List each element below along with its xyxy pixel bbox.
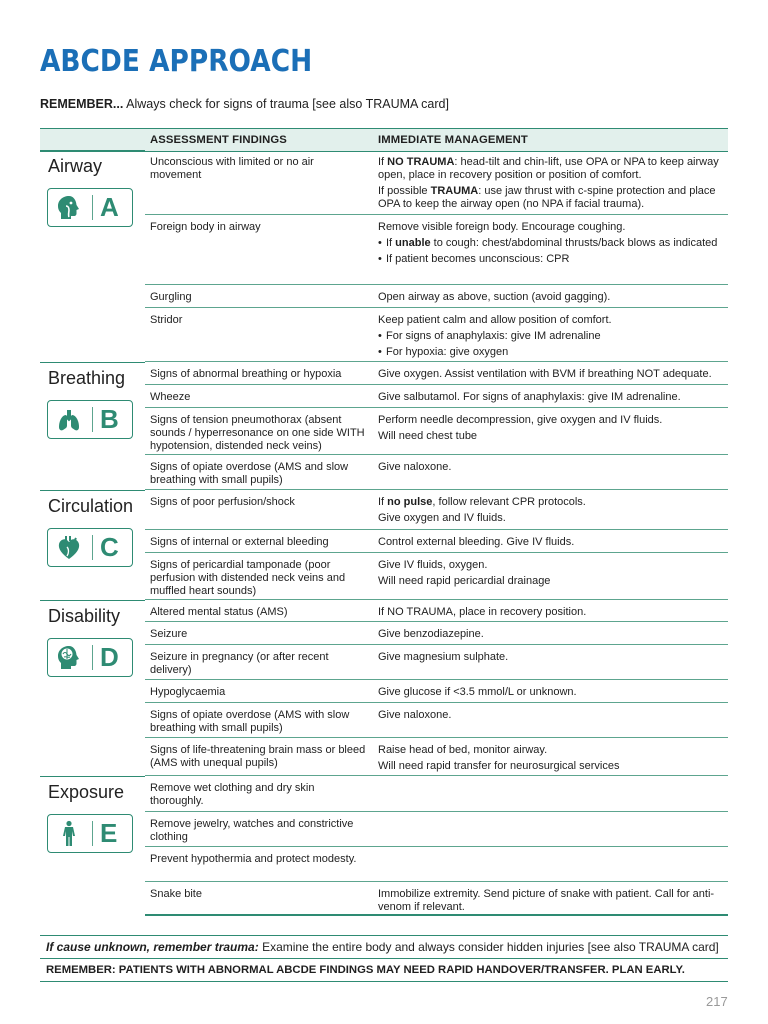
management-text: Control external bleeding. Give IV fluids.	[378, 536, 575, 548]
management-text: Give magnesium sulphate.	[378, 651, 509, 663]
table-row	[145, 882, 728, 916]
management-text: Remove visible foreign body. Encourage coughing.	[378, 221, 626, 233]
management-text: Will need rapid transfer for neurosurgical services	[378, 760, 620, 772]
management-text: If no pulse, follow relevant CPR protocols.	[378, 496, 586, 508]
table-row	[145, 215, 728, 285]
immediate-management	[378, 156, 728, 214]
management-text: Will need rapid pericardial drainage	[378, 575, 551, 587]
footer-divider	[40, 981, 728, 982]
assessment-finding: Seizure in pregnancy (or after recent delivery)	[150, 651, 329, 676]
table-row	[145, 776, 728, 812]
table-row	[145, 812, 728, 847]
assessment-finding: Signs of life-threatening brain mass or bleed (AMS with unequal pupils)	[150, 744, 366, 769]
table-row	[145, 285, 728, 308]
heart-icon	[55, 534, 83, 561]
management-text: Perform needle decompression, give oxygen and IV fluids.	[378, 414, 663, 426]
assessment-finding: Hypoglycaemia	[150, 686, 226, 698]
immediate-management	[378, 536, 728, 552]
immediate-management	[378, 651, 728, 667]
immediate-management	[378, 686, 728, 702]
badge-separator	[92, 645, 93, 670]
page-title: ABCDE APPROACH	[40, 44, 313, 79]
management-text: Give IV fluids, oxygen.	[378, 559, 488, 571]
management-text: Keep patient calm and allow position of comfort.	[378, 314, 612, 326]
lungs-icon	[55, 406, 83, 433]
management-text: If NO TRAUMA: head-tilt and chin-lift, use OPA or NPA to keep airway open, place in recovery position or position of comfort.	[378, 156, 719, 181]
immediate-management	[378, 221, 728, 269]
section-badge-b	[47, 400, 133, 439]
table-row	[145, 490, 728, 530]
section-badge-a	[47, 188, 133, 227]
assessment-finding: Remove jewelry, watches and constrictive clothing	[150, 818, 354, 843]
table-row	[145, 308, 728, 362]
section-divider	[40, 776, 145, 777]
assessment-finding: Wheeze	[150, 391, 191, 403]
assessment-finding: Snake bite	[150, 888, 202, 900]
assessment-finding: Signs of pericardial tamponade (poor perfusion with distended neck veins and muffled heart sounds)	[150, 559, 346, 597]
footer-divider	[40, 935, 728, 936]
table-row	[145, 680, 728, 703]
remember-text: Always check for signs of trauma [see also TRAUMA card]	[123, 97, 449, 111]
badge-separator	[92, 407, 93, 432]
management-bullet: • For signs of anaphylaxis: give IM adrenaline	[378, 330, 728, 343]
management-text: Give glucose if <3.5 mmol/L or unknown.	[378, 686, 577, 698]
badge-separator	[92, 195, 93, 220]
immediate-management	[378, 709, 728, 725]
table-row	[145, 645, 728, 680]
section-title-breathing: Breathing	[48, 368, 126, 388]
immediate-management	[378, 291, 728, 307]
assessment-finding: Prevent hypothermia and protect modesty.	[150, 853, 357, 865]
section-badge-d	[47, 638, 133, 677]
table-row	[145, 385, 728, 408]
section-letter: B	[100, 404, 119, 434]
footer-trauma-note	[46, 940, 719, 954]
management-text: Give oxygen. Assist ventilation with BVM if breathing NOT adequate.	[378, 368, 712, 380]
footer-remember: REMEMBER: PATIENTS WITH ABNORMAL ABCDE FINDINGS MAY NEED RAPID HANDOVER/TRANSFER. PLAN EARLY.	[46, 964, 685, 976]
badge-separator	[92, 821, 93, 846]
table-row	[145, 553, 728, 600]
footer-trauma-lead: If cause unknown, remember trauma:	[46, 940, 259, 954]
assessment-finding: Signs of internal or external bleeding	[150, 536, 329, 548]
immediate-management	[378, 368, 728, 384]
footer-trauma-text: Examine the entire body and always consider hidden injuries [see also TRAUMA card]	[258, 940, 719, 954]
immediate-management	[378, 496, 728, 528]
management-bullets	[378, 237, 728, 266]
table-row	[145, 455, 728, 490]
immediate-management	[378, 628, 728, 644]
remember-note	[40, 97, 449, 111]
brain-head-icon	[55, 644, 83, 671]
section-badge-e	[47, 814, 133, 853]
management-bullet: • For hypoxia: give oxygen	[378, 346, 728, 359]
management-text: Immobilize extremity. Send picture of snake with patient. Call for anti-venom if relevant.	[378, 888, 715, 913]
assessment-finding: Stridor	[150, 314, 183, 326]
management-bullets	[378, 330, 728, 359]
management-bullet: • If unable to cough: chest/abdominal thrusts/back blows as indicated	[378, 237, 728, 250]
assessment-finding: Gurgling	[150, 291, 192, 303]
section-letter: C	[100, 532, 119, 562]
immediate-management	[378, 414, 728, 446]
human-body-icon	[55, 820, 83, 847]
section-divider	[40, 490, 145, 491]
section-divider	[40, 600, 145, 601]
immediate-management	[378, 888, 728, 917]
table-row	[145, 600, 728, 622]
header-management: IMMEDIATE MANAGEMENT	[378, 134, 528, 146]
immediate-management	[378, 559, 728, 591]
assessment-finding: Signs of tension pneumothorax (absent sounds / hyperresonance on one side WITH hypotension, distended neck veins)	[150, 414, 365, 452]
section-letter: A	[100, 192, 119, 222]
immediate-management	[378, 314, 728, 362]
table-row	[145, 622, 728, 645]
assessment-finding: Signs of poor perfusion/shock	[150, 496, 295, 508]
section-title-exposure: Exposure	[48, 782, 125, 802]
table-header	[40, 128, 728, 152]
assessment-finding: Seizure	[150, 628, 188, 640]
assessment-finding: Foreign body in airway	[150, 221, 261, 233]
header-findings: ASSESSMENT FINDINGS	[150, 134, 287, 146]
assessment-finding: Unconscious with limited or no air movement	[150, 156, 314, 181]
head-airway-icon	[55, 194, 83, 221]
table-row	[145, 738, 728, 776]
assessment-finding: Signs of abnormal breathing or hypoxia	[150, 368, 342, 380]
management-text: Give naloxone.	[378, 709, 452, 721]
assessment-finding: Signs of opiate overdose (AMS with slow breathing with small pupils)	[150, 709, 350, 734]
section-letter: E	[100, 818, 118, 848]
table-row	[145, 847, 728, 882]
management-text: Give benzodiazepine.	[378, 628, 484, 640]
section-divider	[40, 362, 145, 363]
management-bullet: • If patient becomes unconscious: CPR	[378, 253, 728, 266]
management-text: Give salbutamol. For signs of anaphylaxis: give IM adrenaline.	[378, 391, 681, 403]
section-title-circulation: Circulation	[48, 496, 134, 516]
assessment-finding: Signs of opiate overdose (AMS and slow breathing with small pupils)	[150, 461, 349, 486]
section-divider	[40, 150, 145, 151]
section-letter: D	[100, 642, 119, 672]
table-row	[145, 408, 728, 455]
badge-separator	[92, 535, 93, 560]
section-title-airway: Airway	[48, 156, 103, 176]
table-row	[145, 703, 728, 738]
immediate-management	[378, 461, 728, 477]
management-text: Give naloxone.	[378, 461, 452, 473]
management-text: Will need chest tube	[378, 430, 478, 442]
assessment-finding: Remove wet clothing and dry skin thoroughly.	[150, 782, 315, 807]
section-badge-c	[47, 528, 133, 567]
table-row	[145, 362, 728, 385]
management-text: If possible TRAUMA: use jaw thrust with c-spine protection and place OPA to keep the airway open (no NPA if facial trauma).	[378, 185, 716, 210]
table-row	[145, 530, 728, 553]
assessment-finding: Altered mental status (AMS)	[150, 606, 288, 618]
page-number: 217	[706, 994, 728, 1009]
section-title-disability: Disability	[48, 606, 121, 626]
management-text: Give oxygen and IV fluids.	[378, 512, 506, 524]
immediate-management	[378, 391, 728, 407]
management-text: Open airway as above, suction (avoid gagging).	[378, 291, 611, 303]
immediate-management	[378, 606, 728, 622]
immediate-management	[378, 744, 728, 776]
footer-divider	[40, 958, 728, 959]
management-text: If NO TRAUMA, place in recovery position.	[378, 606, 587, 618]
remember-lead: REMEMBER...	[40, 97, 124, 111]
table-row	[145, 150, 728, 215]
management-text: Raise head of bed, monitor airway.	[378, 744, 548, 756]
